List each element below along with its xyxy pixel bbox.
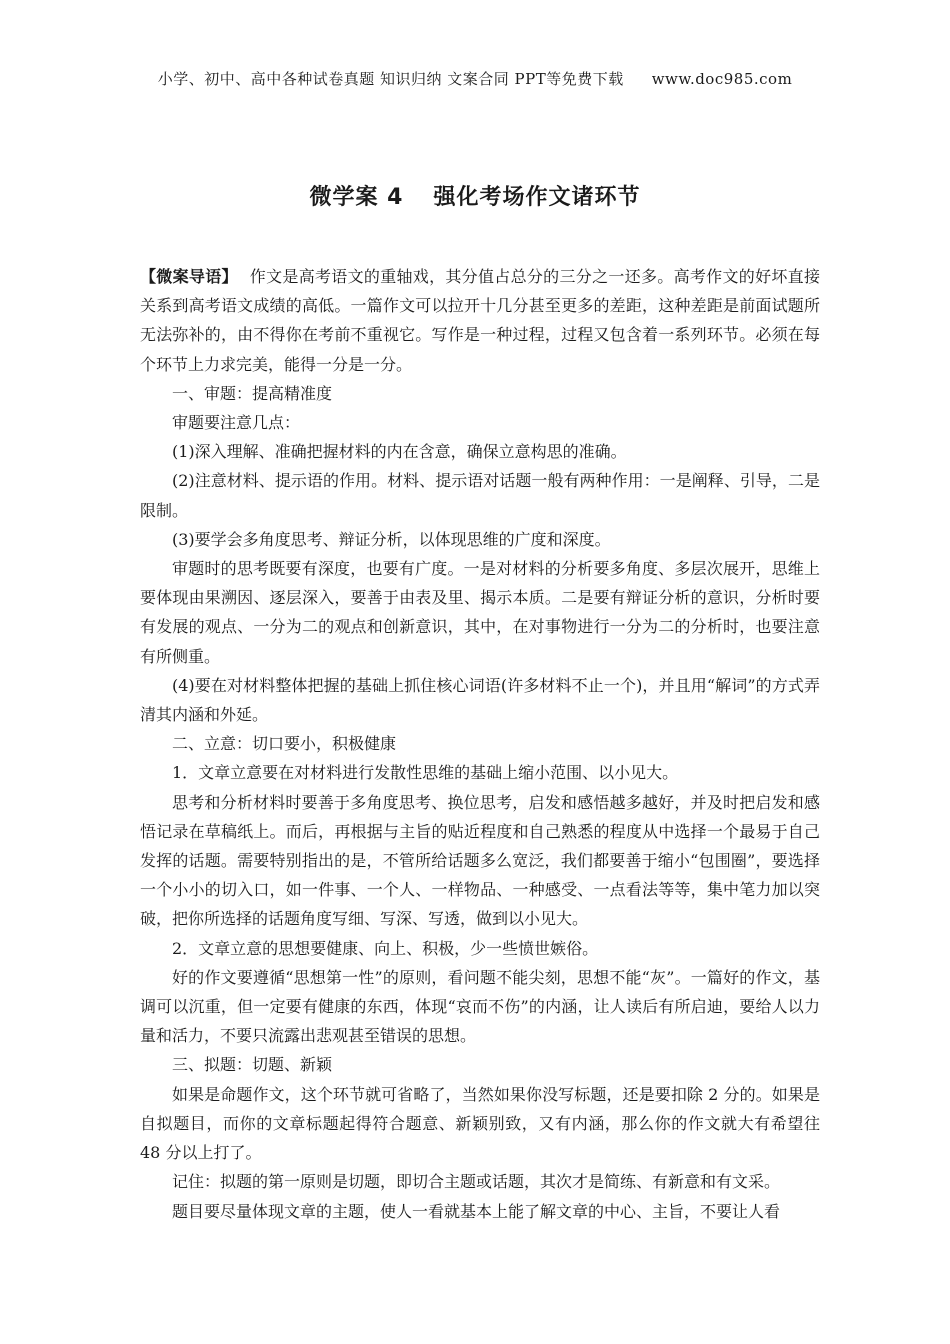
section-heading-review: 一、审题：提高精准度 [172, 383, 333, 403]
section-heading-intent: 二、立意：切口要小，积极健康 [172, 734, 397, 754]
paragraph: 题目要尽量体现文章的主题，使人一看就基本上能了解文章的中心、主旨，不要让人看 [172, 1201, 781, 1221]
lead-tag: 【微案导语】 [140, 267, 238, 286]
title-part2: 强化考场作文诸环节 [433, 185, 641, 210]
paragraph: 好的作文要遵循“思想第一性”的原则，看问题不能尖刻，思想不能“灰”。一篇好的作文，基调可以沉重，但一定要有健康的东西，体现“哀而不伤”的内涵，让人读后有所启迪，要给人以力量和活力，不要只流露出悲观甚至错误的思想。 [140, 967, 820, 1046]
paragraph: 审题要注意几点： [172, 413, 301, 433]
list-item: (4)要在对材料整体把握的基础上抓住核心词语(许多材料不止一个)，并且用“解词”的方式弄清其内涵和外延。 [140, 675, 820, 725]
lead-paragraph [140, 262, 820, 379]
lead-text: 作文是高考语文的重轴戏，其分值占总分的三分之一还多。高考作文的好坏直接关系到高考语文成绩的高低。一篇作文可以拉开十几分甚至更多的差距，这种差距是前面试题所无法弥补的，由不得你在考前不重视它。写作是一种过程，过程又包含着一系列环节。必须在每个环节上力求完美，能得一分是一分。 [140, 267, 820, 374]
document-body [140, 262, 820, 1226]
header-site-link[interactable]: www.doc985.com [651, 70, 793, 88]
header-text: 小学、初中、高中各种试卷真题 知识归纳 文案合同 PPT等免费下载 [157, 70, 624, 88]
paragraph: 审题时的思考既要有深度，也要有广度。一是对材料的分析要多角度、多层次展开，思维上要体现由果溯因、逐层深入，要善于由表及里、揭示本质。二是要有辩证分析的意识，分析时要有发展的观点、一分为二的观点和创新意识，其中，在对事物进行一分为二的分析时，也要注意有所侧重。 [140, 559, 820, 666]
title-part1: 微学案 4 [309, 185, 404, 210]
list-item: (3)要学会多角度思考、辩证分析，以体现思维的广度和深度。 [172, 529, 611, 549]
list-item: 1．文章立意要在对材料进行发散性思维的基础上缩小范围、以小见大。 [172, 763, 679, 783]
section-heading-title: 三、拟题：切题、新颖 [172, 1055, 333, 1075]
list-item: (1)深入理解、准确把握材料的内在含意，确保立意构思的准确。 [172, 442, 627, 462]
list-item: (2)注意材料、提示语的作用。材料、提示语对话题一般有两种作用：一是阐释、引导，二是限制。 [140, 471, 820, 520]
paragraph: 思考和分析材料时要善于多角度思考、换位思考，启发和感悟越多越好，并及时把启发和感悟记录在草稿纸上。而后，再根据与主旨的贴近程度和自己熟悉的程度从中选择一个最易于自己发挥的话题。需要特别指出的是，不管所给话题多么宽泛，我们都要善于缩小“包围圈”，要选择一个小小的切入口，如一件事、一个人、一样物品、一种感受、一点看法等等，集中笔力加以突破，把你所选择的话题角度写细、写深、写透，做到以小见大。 [140, 792, 820, 929]
page-title [0, 180, 950, 211]
paragraph: 如果是命题作文，这个环节就可省略了，当然如果你没写标题，还是要扣除 2 分的。如果是自拟题目，而你的文章标题起得符合题意、新颖别致，又有内涵，那么你的作文就大有希望往 48 分以上打了。 [140, 1084, 820, 1163]
paragraph: 记住：拟题的第一原则是切题，即切合主题或话题，其次才是简练、有新意和有文采。 [172, 1172, 781, 1192]
list-item: 2．文章立意的思想要健康、向上、积极，少一些愤世嫉俗。 [172, 938, 599, 958]
page-header [0, 68, 950, 89]
